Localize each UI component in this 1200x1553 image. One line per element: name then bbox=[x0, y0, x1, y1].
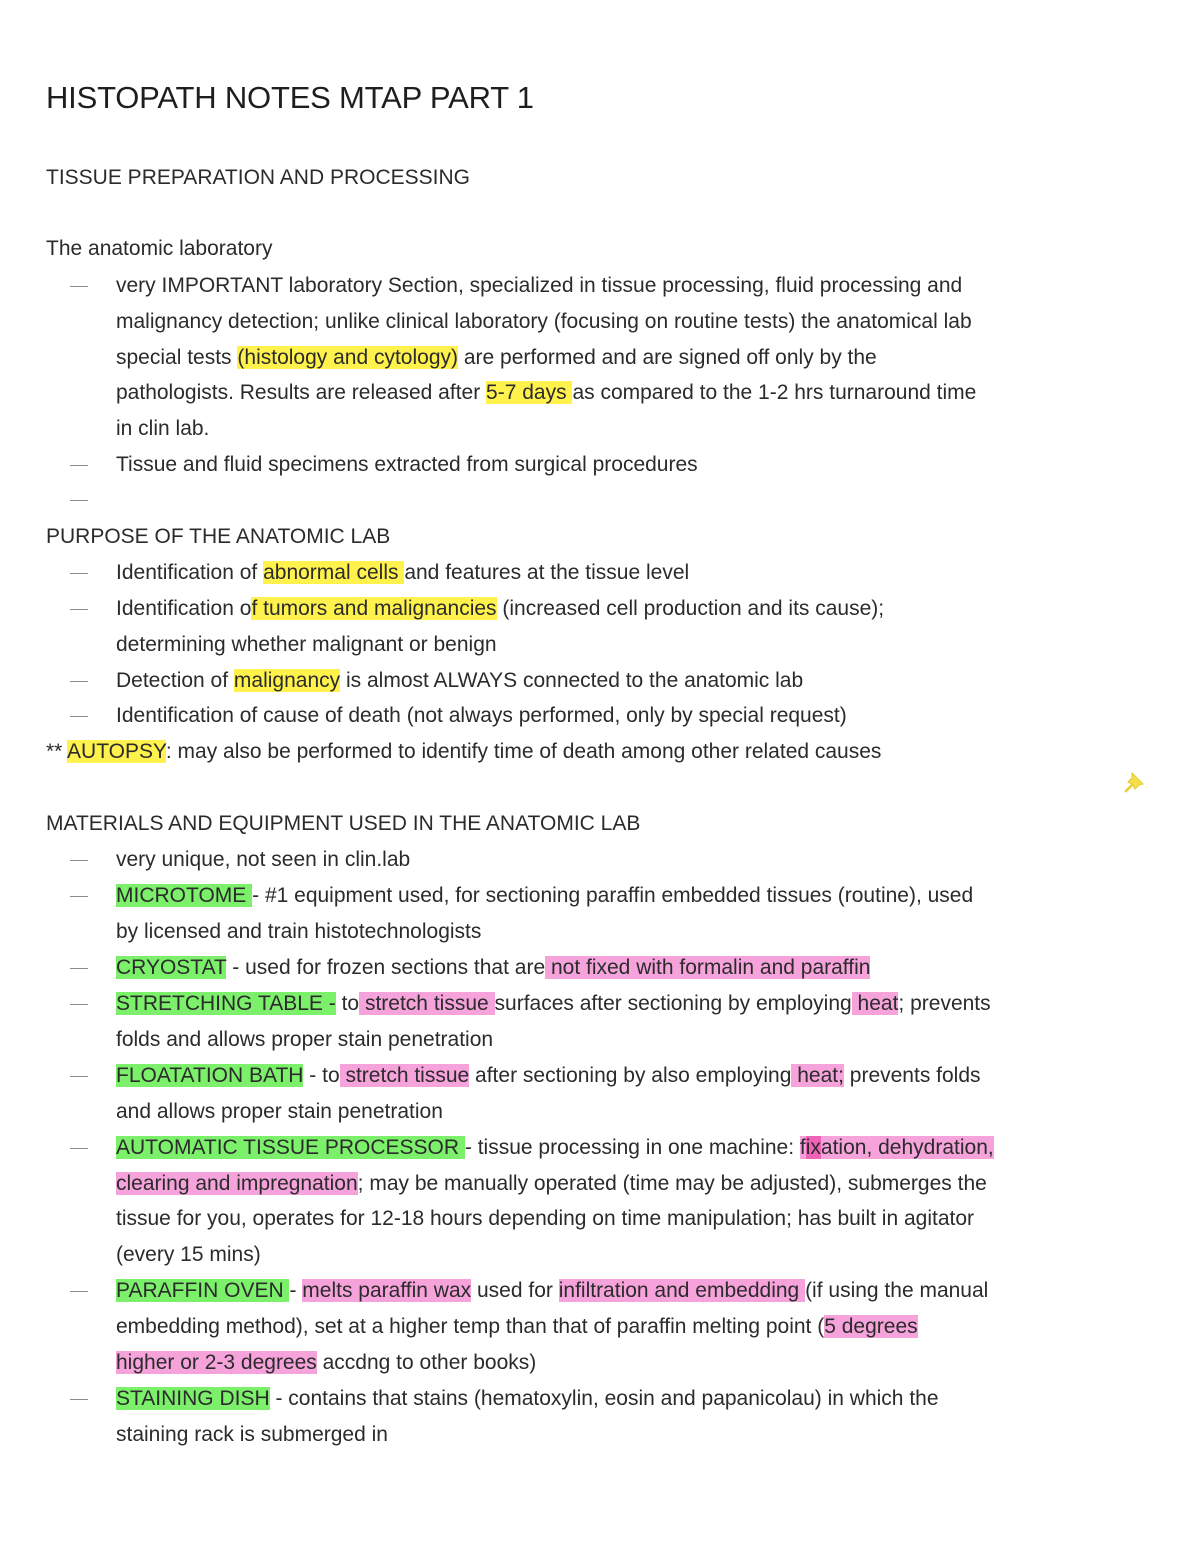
bullet-text: tissue for you, operates for 12-18 hours depending on time manipulation; has built in agitator bbox=[116, 1207, 975, 1230]
bullet-dash bbox=[70, 1148, 88, 1149]
highlight-pink: infiltration and embedding bbox=[558, 1279, 806, 1302]
highlight-pink: melts paraffin wax bbox=[302, 1279, 472, 1302]
highlight-yellow: f tumors and malignancies bbox=[251, 597, 497, 620]
bullet-text: pathologists. Results are released after 5-7 days as compared to the 1-2 hrs turnaround time bbox=[116, 381, 977, 404]
section-heading-materials: MATERIALS AND EQUIPMENT USED IN THE ANATOMIC LAB bbox=[46, 812, 641, 835]
highlight-magenta: ix bbox=[805, 1136, 821, 1159]
highlight-pink: stretch tissue bbox=[339, 1064, 470, 1087]
bullet-text: FLOATATION BATH - to stretch tissue after sectioning by also employing heat; prevents folds bbox=[116, 1064, 981, 1087]
highlight-pink: higher or 2-3 degrees bbox=[116, 1351, 317, 1374]
page-title: HISTOPATH NOTES MTAP PART 1 bbox=[46, 80, 534, 115]
highlight-green: CRYOSTAT bbox=[116, 956, 227, 979]
bullet-text: special tests (histology and cytology) are performed and are signed off only by the bbox=[116, 346, 877, 369]
bullet-text: STAINING DISH - contains that stains (hematoxylin, eosin and papanicolau) in which the bbox=[116, 1387, 939, 1410]
bullet-text: very unique, not seen in clin.lab bbox=[116, 848, 411, 871]
highlight-green: AUTOMATIC TISSUE PROCESSOR bbox=[116, 1136, 465, 1159]
bullet-text: Tissue and fluid specimens extracted from surgical procedures bbox=[116, 453, 698, 476]
pin-icon bbox=[1122, 770, 1148, 796]
bullet-dash bbox=[70, 465, 88, 466]
bullet-text: embedding method), set at a higher temp than that of paraffin melting point (5 degrees bbox=[116, 1315, 918, 1338]
bullet-text: CRYOSTAT - used for frozen sections that are not fixed with formalin and paraffin bbox=[116, 956, 871, 979]
bullet-text: (every 15 mins) bbox=[116, 1243, 261, 1266]
bullet-text: higher or 2-3 degrees accdng to other books) bbox=[116, 1351, 537, 1374]
highlight-pink: heat; bbox=[791, 1064, 844, 1087]
bullet-text: clearing and impregnation; may be manually operated (time may be adjusted), submerges the bbox=[116, 1172, 987, 1195]
bullet-text: MICROTOME - #1 equipment used, for sectioning paraffin embedded tissues (routine), used bbox=[116, 884, 974, 907]
bullet-text: PARAFFIN OVEN - melts paraffin wax used for infiltration and embedding (if using the manual bbox=[116, 1279, 989, 1302]
autopsy-note: ** AUTOPSY: may also be performed to identify time of death among other related causes bbox=[46, 740, 882, 763]
bullet-text: AUTOMATIC TISSUE PROCESSOR - tissue processing in one machine: fixation, dehydration, bbox=[116, 1136, 994, 1159]
highlight-pink: 5 degrees bbox=[824, 1315, 918, 1338]
bullet-text: Identification of tumors and malignancies (increased cell production and its cause); bbox=[116, 597, 885, 620]
bullet-dash bbox=[70, 896, 88, 897]
highlight-green: PARAFFIN OVEN bbox=[116, 1279, 290, 1302]
bullet-text: determining whether malignant or benign bbox=[116, 633, 497, 656]
highlight-green: MICROTOME bbox=[116, 884, 253, 907]
bullet-dash bbox=[70, 500, 88, 501]
bullet-text: Detection of malignancy is almost ALWAYS connected to the anatomic lab bbox=[116, 669, 804, 692]
highlight-yellow: abnormal cells bbox=[263, 561, 405, 584]
bullet-dash bbox=[70, 1004, 88, 1005]
anatomic-lab-heading: The anatomic laboratory bbox=[46, 237, 273, 260]
bullet-text: and allows proper stain penetration bbox=[116, 1100, 443, 1123]
highlight-yellow: AUTOPSY bbox=[67, 740, 166, 763]
highlight-yellow: 5-7 days bbox=[486, 381, 573, 404]
bullet-dash bbox=[70, 286, 88, 287]
highlight-pink: f bbox=[799, 1136, 806, 1159]
highlight-pink: clearing and impregnation bbox=[116, 1172, 358, 1195]
highlight-pink: ation, dehydration, bbox=[820, 1136, 994, 1159]
bullet-dash bbox=[70, 1399, 88, 1400]
bullet-text: Identification of abnormal cells and features at the tissue level bbox=[116, 561, 690, 584]
bullet-text: by licensed and train histotechnologists bbox=[116, 920, 482, 943]
bullet-dash bbox=[70, 968, 88, 969]
highlight-yellow: (histology and cytology) bbox=[237, 346, 459, 369]
bullet-text: folds and allows proper stain penetration bbox=[116, 1028, 494, 1051]
bullet-dash bbox=[70, 1076, 88, 1077]
bullet-text: staining rack is submerged in bbox=[116, 1423, 388, 1446]
highlight-green: STRETCHING TABLE - bbox=[116, 992, 336, 1015]
bullet-dash bbox=[70, 1291, 88, 1292]
highlight-green: STAINING DISH bbox=[116, 1387, 270, 1410]
bullet-text: very IMPORTANT laboratory Section, specialized in tissue processing, fluid processing and bbox=[116, 274, 963, 297]
section-heading-purpose: PURPOSE OF THE ANATOMIC LAB bbox=[46, 525, 391, 548]
highlight-pink: stretch tissue bbox=[359, 992, 495, 1015]
bullet-text: STRETCHING TABLE - to stretch tissue surfaces after sectioning by employing heat; prevents bbox=[116, 992, 991, 1015]
section-heading-tissue: TISSUE PREPARATION AND PROCESSING bbox=[46, 166, 470, 189]
bullet-dash bbox=[70, 860, 88, 861]
bullet-text: Identification of cause of death (not always performed, only by special request) bbox=[116, 704, 847, 727]
bullet-dash bbox=[70, 716, 88, 717]
bullet-dash bbox=[70, 681, 88, 682]
highlight-yellow: malignancy bbox=[233, 669, 341, 692]
bullet-text: in clin lab. bbox=[116, 417, 210, 440]
highlight-green: FLOATATION BATH bbox=[116, 1064, 304, 1087]
highlight-pink: not fixed with formalin and paraffin bbox=[545, 956, 871, 979]
bullet-dash bbox=[70, 609, 88, 610]
bullet-text: malignancy detection; unlike clinical laboratory (focusing on routine tests) the anatomical lab bbox=[116, 310, 972, 333]
bullet-dash bbox=[70, 573, 88, 574]
highlight-pink: heat bbox=[851, 992, 899, 1015]
